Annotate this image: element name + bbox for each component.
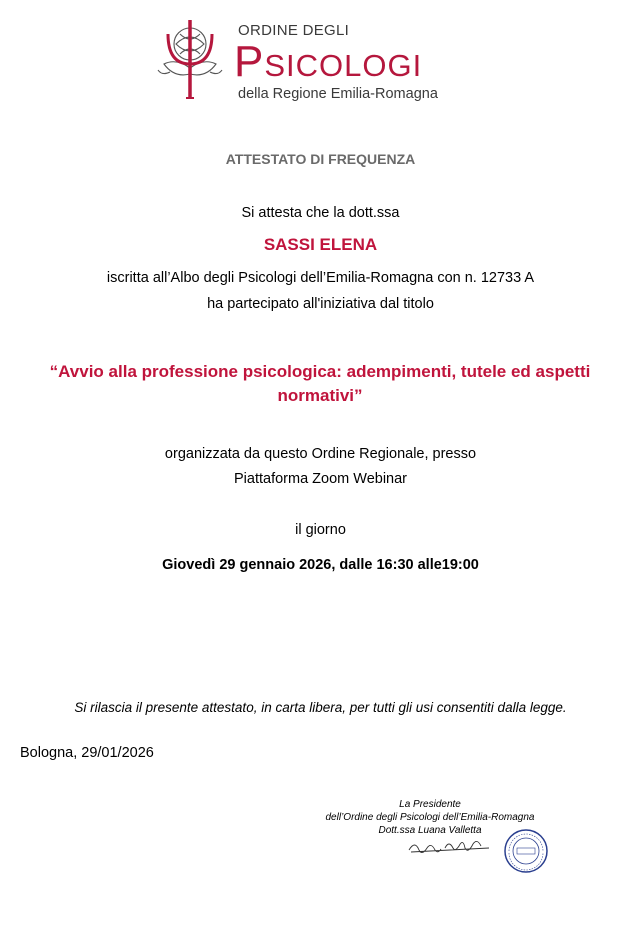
- official-seal-icon: [503, 828, 549, 874]
- logo-line2: Psicologi: [234, 37, 423, 86]
- psi-rose-logo-icon: [150, 14, 230, 104]
- venue-text: Piattaforma Zoom Webinar: [234, 471, 407, 487]
- logo-line3: della Regione Emilia-Romagna: [238, 86, 438, 102]
- organized-text: organizzata da questo Ordine Regionale, presso: [164, 446, 477, 462]
- event-date: Giovedì 29 gennaio 2026, dalle 16:30 alle19:00: [162, 557, 479, 573]
- registration-text: iscritta all’Albo degli Psicologi dell’Emilia-Romagna con n. 12733 A: [106, 270, 535, 286]
- participant-name: SASSI ELENA: [263, 235, 378, 254]
- logo-line1: ORDINE DEGLI: [238, 22, 350, 39]
- participated-text: ha partecipato all'iniziativa dal titolo: [207, 296, 434, 312]
- on-day-text: il giorno: [295, 522, 346, 538]
- intro-text: Si attesta che la dott.ssa: [241, 205, 400, 221]
- event-title: “Avvio alla professione psicologica: adempimenti, tutele ed aspetti normativi”: [49, 362, 591, 405]
- signature-person: Dott.ssa Luana Valletta: [378, 825, 482, 836]
- handwritten-signature: [405, 836, 495, 858]
- place-date: Bologna, 29/01/2026: [20, 745, 154, 761]
- document-title: ATTESTATO DI FREQUENZA: [225, 151, 416, 167]
- signature-role: La Presidente: [399, 799, 461, 810]
- legal-note: Si rilascia il presente attestato, in carta libera, per tutti gli usi consentiti dalla legge.: [74, 700, 567, 715]
- signature-organization: dell’Ordine degli Psicologi dell’Emilia-Romagna: [325, 812, 535, 823]
- logo: [150, 14, 450, 106]
